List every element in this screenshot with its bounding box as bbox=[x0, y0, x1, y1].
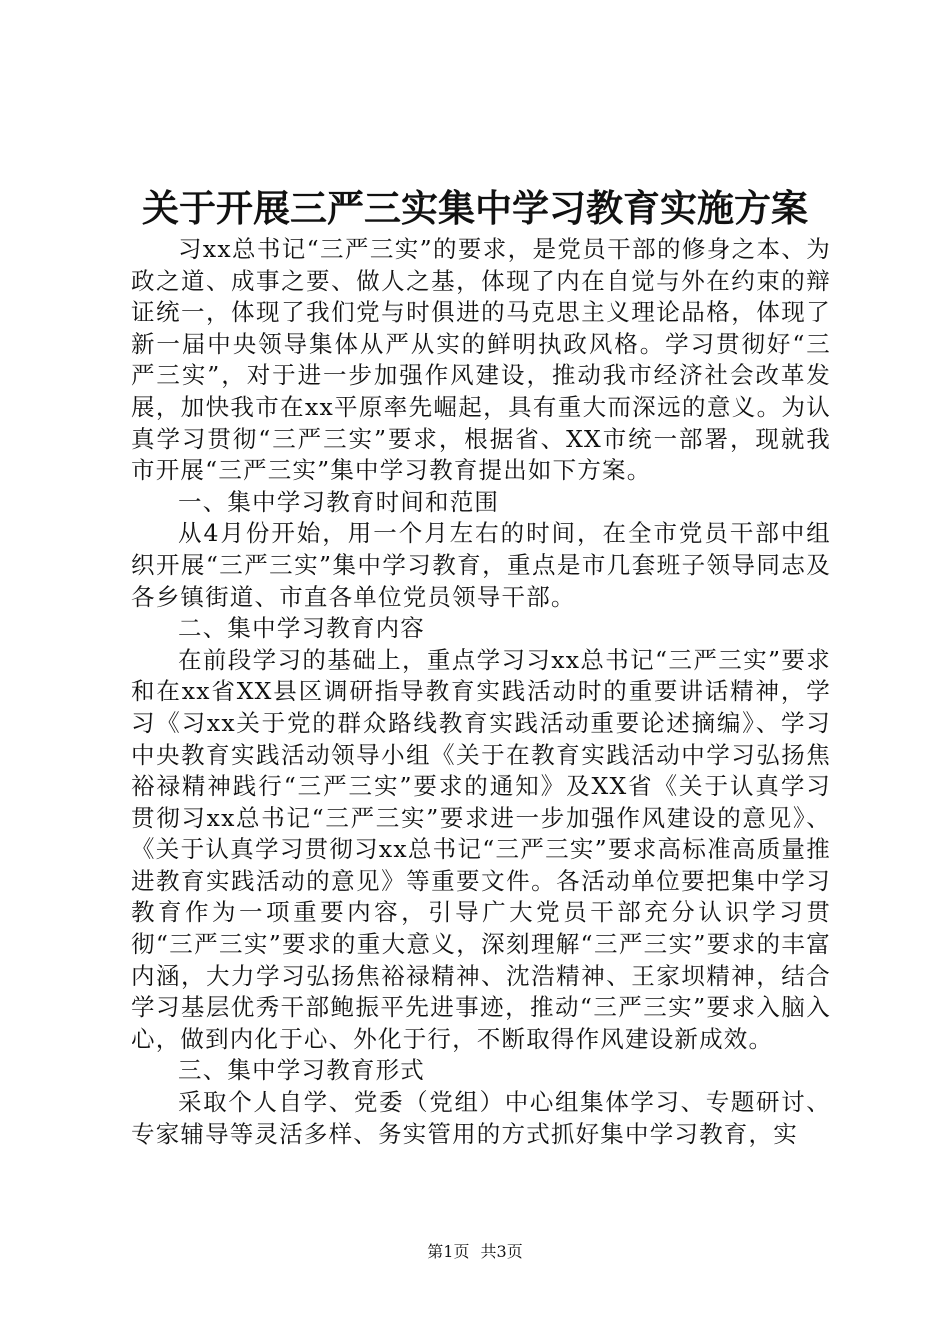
page-footer bbox=[0, 1240, 950, 1264]
page-number: 第1页 bbox=[427, 1242, 470, 1261]
document-body bbox=[131, 234, 831, 1150]
section-heading-1: 一、集中学习教育时间和范围 bbox=[178, 487, 500, 516]
section-heading-2: 二、集中学习教育内容 bbox=[178, 614, 425, 643]
section-heading-3: 三、集中学习教育形式 bbox=[178, 1056, 425, 1085]
paragraph-section-1: 从4月份开始，用一个月左右的时间，在全市党员干部中组织开展“三严三实”集中学习教育，重点是市几套班子领导同志及各乡镇街道、市直各单位党员领导干部。 bbox=[131, 519, 831, 611]
document-title: 关于开展三严三实集中学习教育实施方案 bbox=[142, 186, 808, 230]
page-total: 共3页 bbox=[480, 1242, 523, 1261]
paragraph-section-2: 在前段学习的基础上，重点学习习xx总书记“三严三实”要求和在xx省XX县区调研指导教育实践活动时的重要讲话精神，学习《习xx关于党的群众路线教育实践活动重要论述摘编》、学习中央教育实践活动领导小组《关于在教育实践活动中学习弘扬焦裕禄精神践行“三严三实”要求的通知》及XX省《关于认真学习贯彻习xx总书记“三严三实”要求进一步加强作风建设的意见》、《关于认真学习贯彻习xx总书记“三严三实”要求高标准高质量推进教育实践活动的意见》等重要文件。各活动单位要把集中学习教育作为一项重要内容，引导广大党员干部充分认识学习贯彻“三严三实”要求的重大意义，深刻理解“三严三实”要求的丰富内涵，大力学习弘扬焦裕禄精神、沈浩精神、王家坝精神，结合学习基层优秀干部鲍振平先进事迹，推动“三严三实”要求入脑入心，做到内化于心、外化于行，不断取得作风建设新成效。 bbox=[131, 645, 831, 1053]
paragraph-intro: 习xx总书记“三严三实”的要求，是党员干部的修身之本、为政之道、成事之要、做人之基，体现了内在自觉与外在约束的辩证统一，体现了我们党与时俱进的马克思主义理论品格，体现了新一届中央领导集体从严从实的鲜明执政风格。学习贯彻好“三严三实”，对于进一步加强作风建设，推动我市经济社会改革发展，加快我市在xx平原率先崛起，具有重大而深远的意义。为认真学习贯彻“三严三实”要求，根据省、XX市统一部署，现就我市开展“三严三实”集中学习教育提出如下方案。 bbox=[131, 235, 831, 485]
paragraph-section-3: 采取个人自学、党委（党组）中心组集体学习、专题研讨、专家辅导等灵活多样、务实管用的方式抓好集中学习教育，实 bbox=[131, 1088, 831, 1148]
